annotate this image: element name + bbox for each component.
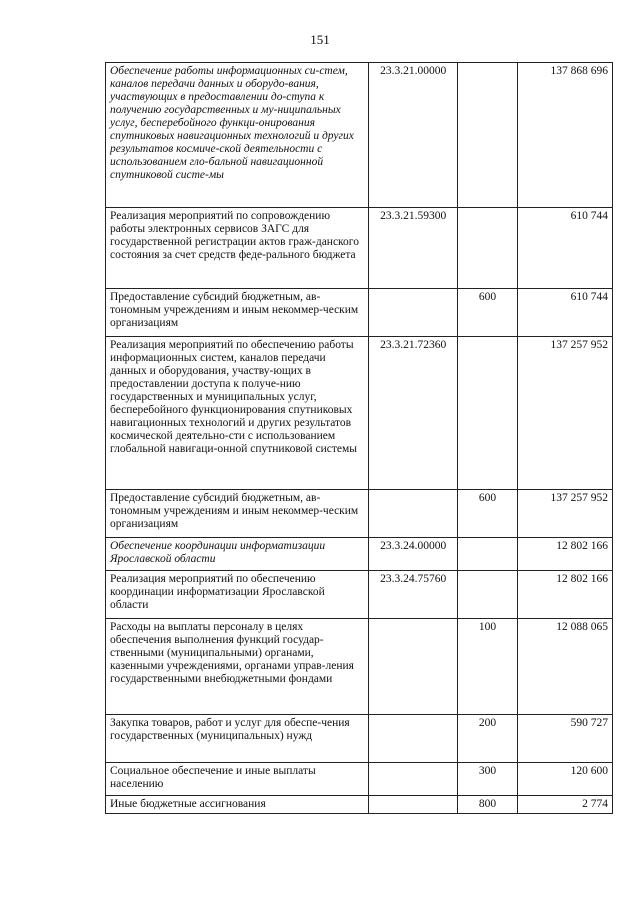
row-expense-type: 800 xyxy=(458,796,517,814)
row-code xyxy=(369,619,458,715)
row-sum: 12 802 166 xyxy=(517,538,612,571)
table-row xyxy=(106,538,613,571)
table-row xyxy=(106,208,613,289)
row-name: Закупка товаров, работ и услуг для обеспе-чения государственных (муниципальных) нужд xyxy=(106,715,369,763)
row-sum: 12 802 166 xyxy=(517,571,612,619)
row-sum: 610 744 xyxy=(517,208,612,289)
row-code: 23.3.24.75760 xyxy=(369,571,458,619)
page-number: 151 xyxy=(310,32,330,47)
row-code: 23.3.21.72360 xyxy=(369,337,458,490)
row-name: Обеспечение работы информационных си-стем, каналов передачи данных и оборудо-вания, участвующих в предоставлении до-ступа к получению государственных и му-ниципальных услуг, бесперебойного функци-онирования спутниковых навигационных технологий и других результатов космиче-ской деятельности с использованием гло-бальной навигационной спутниковой систе-мы xyxy=(106,63,369,208)
row-sum: 610 744 xyxy=(517,289,612,337)
row-name: Реализация мероприятий по обеспечению работы информационных систем, каналов передачи данных и оборудования, участву-ющих в предоставлении доступа к получе-нию государственных и муниципальных услуг, бесперебойного функционирования спутниковых навигационных технологий и других результатов космической деятельно-сти с использованием глобальной навигаци-онной спутниковой системы xyxy=(106,337,369,490)
row-expense-type: 600 xyxy=(458,289,517,337)
table-row xyxy=(106,289,613,337)
table-row xyxy=(106,763,613,796)
row-sum: 137 257 952 xyxy=(517,490,612,538)
row-name: Социальное обеспечение и иные выплаты населению xyxy=(106,763,369,796)
table-row xyxy=(106,796,613,814)
row-expense-type xyxy=(458,208,517,289)
row-expense-type xyxy=(458,337,517,490)
table-row xyxy=(106,337,613,490)
table-row xyxy=(106,619,613,715)
budget-table-body xyxy=(106,63,613,814)
row-code: 23.3.21.00000 xyxy=(369,63,458,208)
row-code xyxy=(369,289,458,337)
row-expense-type xyxy=(458,63,517,208)
table-row xyxy=(106,715,613,763)
row-name: Предоставление субсидий бюджетным, ав-тономным учреждениям и иным некоммер-ческим организациям xyxy=(106,490,369,538)
table-row xyxy=(106,571,613,619)
row-name: Реализация мероприятий по сопровождению работы электронных сервисов ЗАГС для государственной регистрации актов граж-данского состояния за счет средств феде-рального бюджета xyxy=(106,208,369,289)
row-code xyxy=(369,763,458,796)
row-code xyxy=(369,796,458,814)
row-expense-type: 600 xyxy=(458,490,517,538)
row-sum: 137 257 952 xyxy=(517,337,612,490)
budget-table xyxy=(105,62,613,814)
row-name: Иные бюджетные ассигнования xyxy=(106,796,369,814)
row-expense-type: 300 xyxy=(458,763,517,796)
row-code: 23.3.24.00000 xyxy=(369,538,458,571)
row-sum: 12 088 065 xyxy=(517,619,612,715)
row-code xyxy=(369,715,458,763)
row-code: 23.3.21.59300 xyxy=(369,208,458,289)
row-expense-type xyxy=(458,538,517,571)
row-name: Расходы на выплаты персоналу в целях обеспечения выполнения функций государ-ственными (муниципальными) органами, казенными учреждениями, органами управ-ления государственными внебюджетными фондами xyxy=(106,619,369,715)
row-name: Обеспечение координации информатизации Ярославской области xyxy=(106,538,369,571)
row-expense-type: 200 xyxy=(458,715,517,763)
row-name: Предоставление субсидий бюджетным, ав-тономным учреждениям и иным некоммер-ческим организациям xyxy=(106,289,369,337)
row-sum: 137 868 696 xyxy=(517,63,612,208)
table-row xyxy=(106,490,613,538)
row-code xyxy=(369,490,458,538)
row-expense-type: 100 xyxy=(458,619,517,715)
row-sum: 590 727 xyxy=(517,715,612,763)
row-expense-type xyxy=(458,571,517,619)
table-row xyxy=(106,63,613,208)
row-name: Реализация мероприятий по обеспечению координации информатизации Ярославской области xyxy=(106,571,369,619)
row-sum: 120 600 xyxy=(517,763,612,796)
row-sum: 2 774 xyxy=(517,796,612,814)
